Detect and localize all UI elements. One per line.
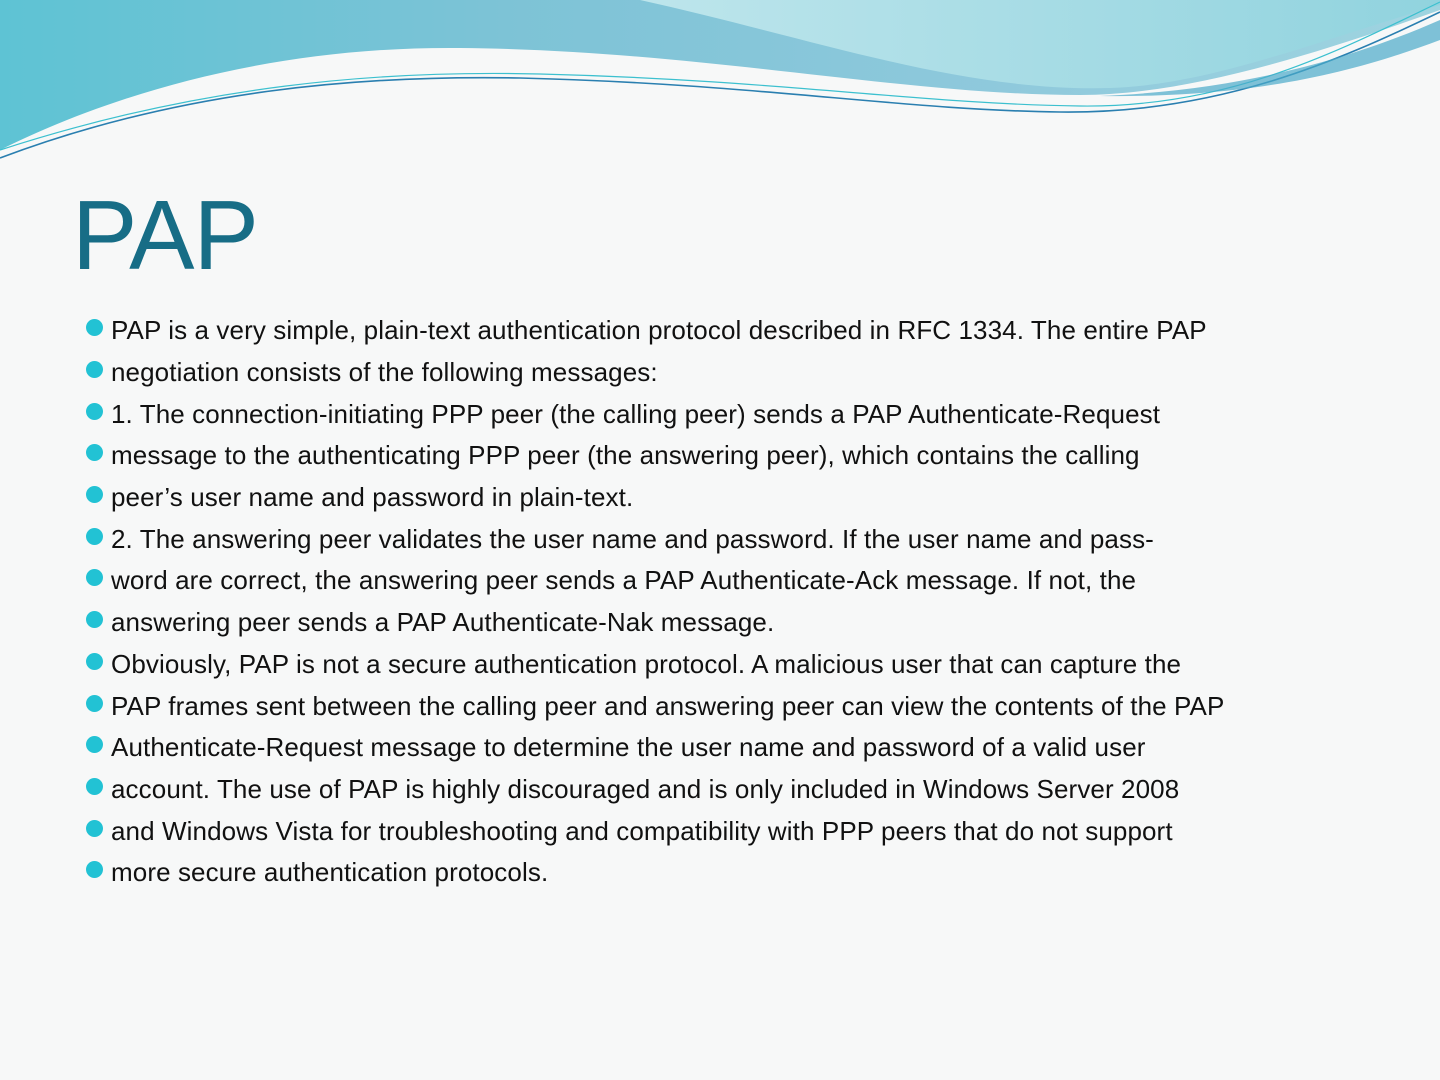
list-item — [86, 435, 1426, 477]
list-item — [86, 477, 1426, 519]
bullet-icon — [86, 653, 103, 670]
list-item — [86, 310, 1426, 352]
list-item — [86, 769, 1426, 811]
bullet-icon — [86, 820, 103, 837]
bullet-text: PAP is a very simple, plain-text authentication protocol described in RFC 1334. The entire PAP — [111, 315, 1207, 346]
bullet-text: word are correct, the answering peer sends a PAP Authenticate-Ack message. If not, the — [111, 565, 1137, 596]
bullet-list — [86, 310, 1426, 894]
bullet-text: peer’s user name and password in plain-text. — [111, 482, 634, 513]
list-item — [86, 560, 1426, 602]
bullet-icon — [86, 569, 103, 586]
bullet-icon — [86, 611, 103, 628]
bullet-text: message to the authenticating PPP peer (the answering peer), which contains the calling — [111, 440, 1140, 471]
bullet-icon — [86, 361, 103, 378]
list-item — [86, 393, 1426, 435]
bullet-text: more secure authentication protocols. — [111, 857, 549, 888]
slide-title: PAP — [72, 180, 258, 290]
list-item — [86, 518, 1426, 560]
bullet-icon — [86, 695, 103, 712]
bullet-icon — [86, 861, 103, 878]
bullet-text: 2. The answering peer validates the user name and password. If the user name and pass- — [111, 523, 1154, 554]
bullet-icon — [86, 486, 103, 503]
bullet-icon — [86, 319, 103, 336]
list-item — [86, 352, 1426, 394]
list-item — [86, 685, 1426, 727]
bullet-text: Authenticate-Request message to determine the user name and password of a valid user — [111, 732, 1146, 763]
bullet-icon — [86, 444, 103, 461]
bullet-icon — [86, 778, 103, 795]
list-item — [86, 602, 1426, 644]
list-item — [86, 810, 1426, 852]
bullet-icon — [86, 403, 103, 420]
bullet-text: PAP frames sent between the calling peer and answering peer can view the contents of the PAP — [111, 690, 1225, 721]
bullet-icon — [86, 736, 103, 753]
bullet-text: 1. The connection-initiating PPP peer (the calling peer) sends a PAP Authenticate-Request — [111, 398, 1161, 429]
bullet-text: negotiation consists of the following messages: — [111, 357, 658, 388]
bullet-text: answering peer sends a PAP Authenticate-Nak message. — [111, 607, 775, 638]
list-item — [86, 727, 1426, 769]
bullet-text: account. The use of PAP is highly discouraged and is only included in Windows Server 2008 — [111, 773, 1180, 804]
header-wave-decoration — [0, 0, 1440, 180]
list-item — [86, 644, 1426, 686]
bullet-text: Obviously, PAP is not a secure authentication protocol. A malicious user that can capture the — [111, 648, 1182, 679]
bullet-text: and Windows Vista for troubleshooting and compatibility with PPP peers that do not support — [111, 815, 1173, 846]
list-item — [86, 852, 1426, 894]
bullet-icon — [86, 528, 103, 545]
